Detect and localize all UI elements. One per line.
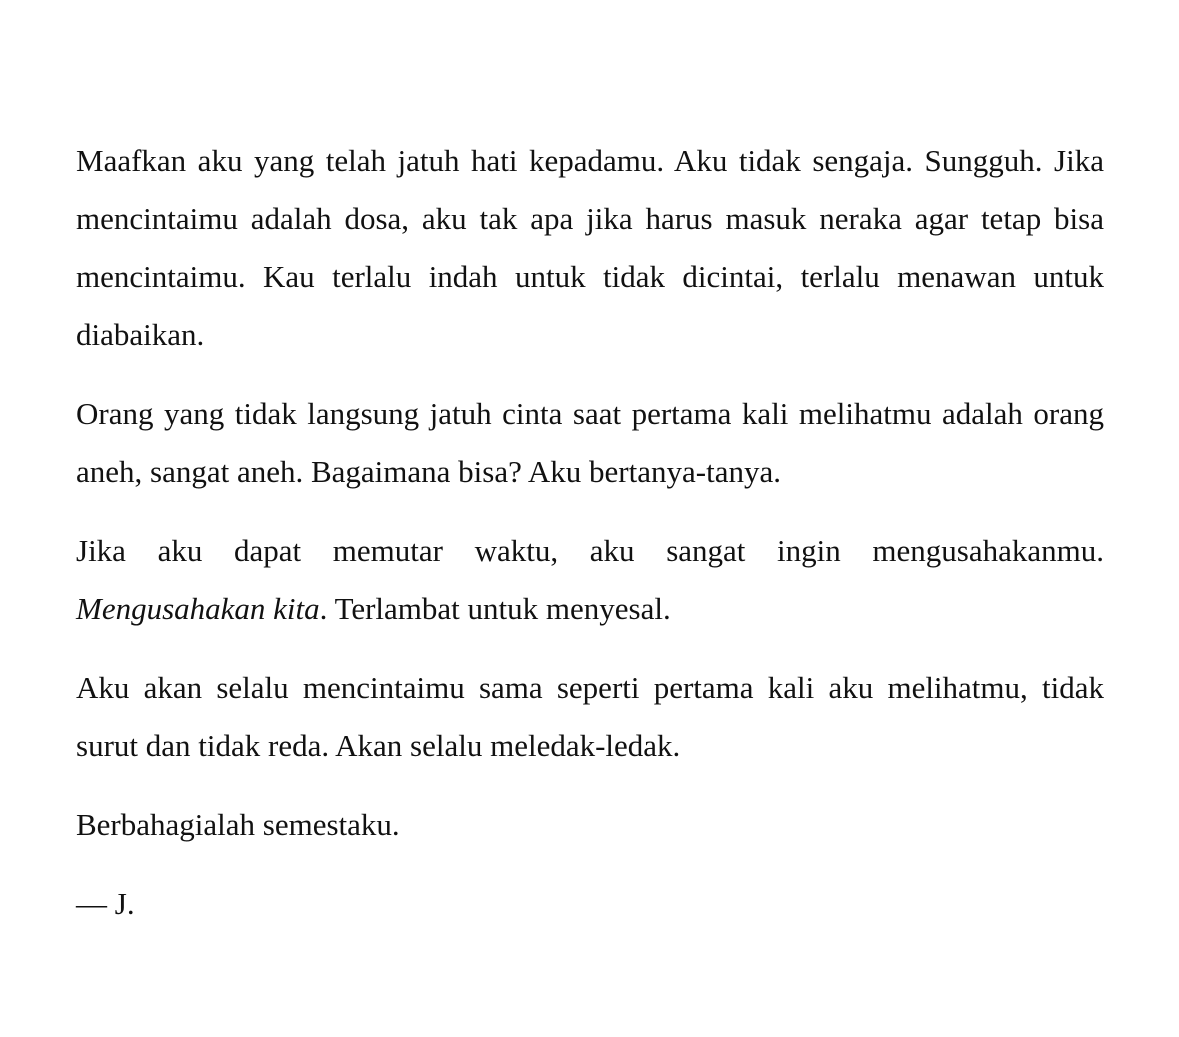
paragraph-2: Orang yang tidak langsung jatuh cinta saat pertama kali melihatmu adalah orang aneh, sangat aneh. Bagaimana bisa? Aku bertanya-tanya. <box>76 396 1104 489</box>
paragraph-1: Maafkan aku yang telah jatuh hati kepadamu. Aku tidak sengaja. Sungguh. Jika mencintaimu adalah dosa, aku tak apa jika harus masuk neraka agar tetap bisa mencintaimu. Kau terlalu indah untuk tidak dicintai, terlalu menawan untuk diabaikan. <box>76 143 1104 352</box>
paragraph-3-main: Jika aku dapat memutar waktu, aku sangat ingin mengusahakanmu. <box>76 533 1104 568</box>
letter-document <box>76 132 1104 933</box>
paragraph-5: Berbahagialah semestaku. <box>76 807 400 842</box>
paragraph-3-after: . Terlambat untuk menyesal. <box>319 591 671 626</box>
signature: — J. <box>76 886 135 921</box>
paragraph-3 <box>76 522 1104 638</box>
paragraph-4: Aku akan selalu mencintaimu sama seperti pertama kali aku melihatmu, tidak surut dan tidak reda. Akan selalu meledak-ledak. <box>76 670 1104 763</box>
paragraph-3-italic: Mengusahakan kita <box>76 591 320 626</box>
